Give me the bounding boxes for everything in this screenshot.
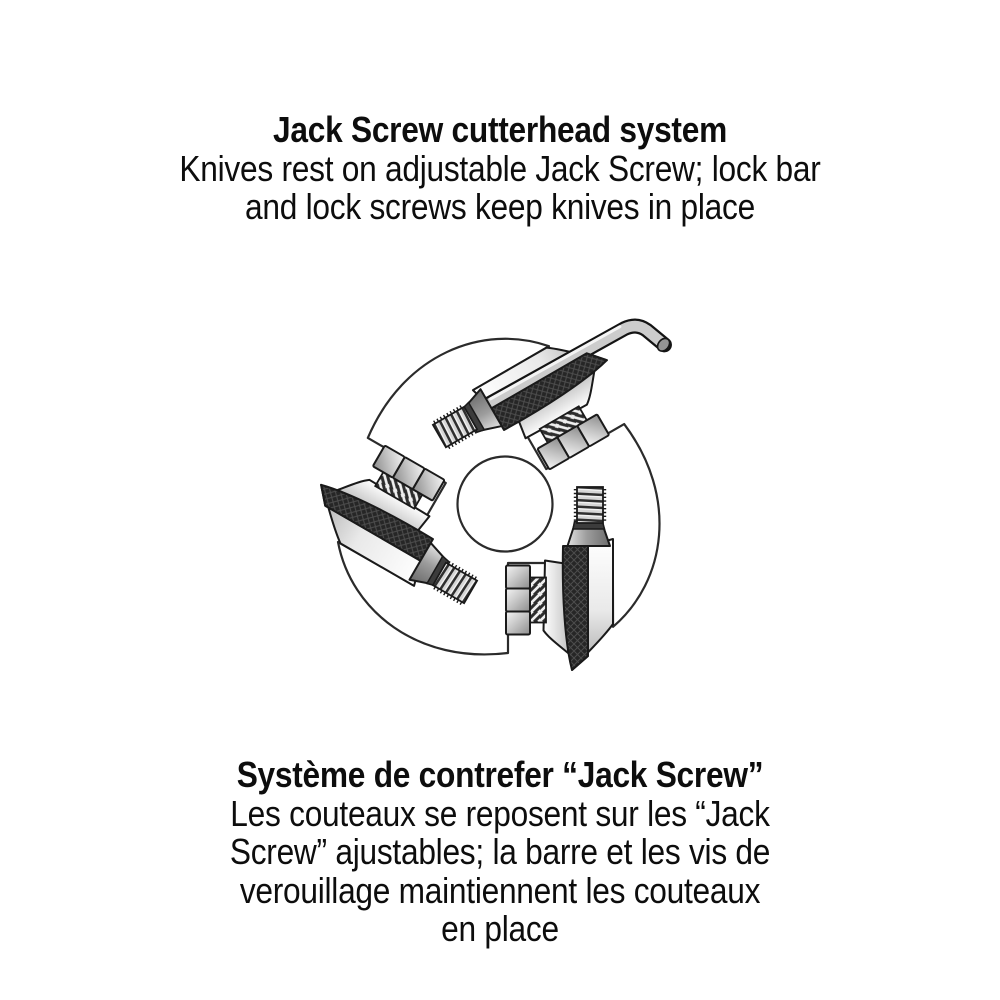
caption-fr-line: Les couteaux se reposent sur les “Jack <box>230 792 770 834</box>
caption-fr-title: Système de contrefer “Jack Screw” <box>236 754 764 795</box>
caption-en-line: and lock screws keep knives in place <box>245 186 755 227</box>
caption-en-line: Knives rest on adjustable Jack Screw; lock bar <box>179 147 821 189</box>
caption-fr-line: en place <box>441 908 559 949</box>
caption-fr <box>60 756 940 949</box>
caption-en-title: Jack Screw cutterhead system <box>273 109 727 150</box>
caption-fr-line: Screw” ajustables; la barre et les vis de <box>229 831 771 872</box>
caption-fr-line: verouillage maintiennent les couteaux <box>239 869 761 911</box>
center-bore <box>458 457 553 552</box>
